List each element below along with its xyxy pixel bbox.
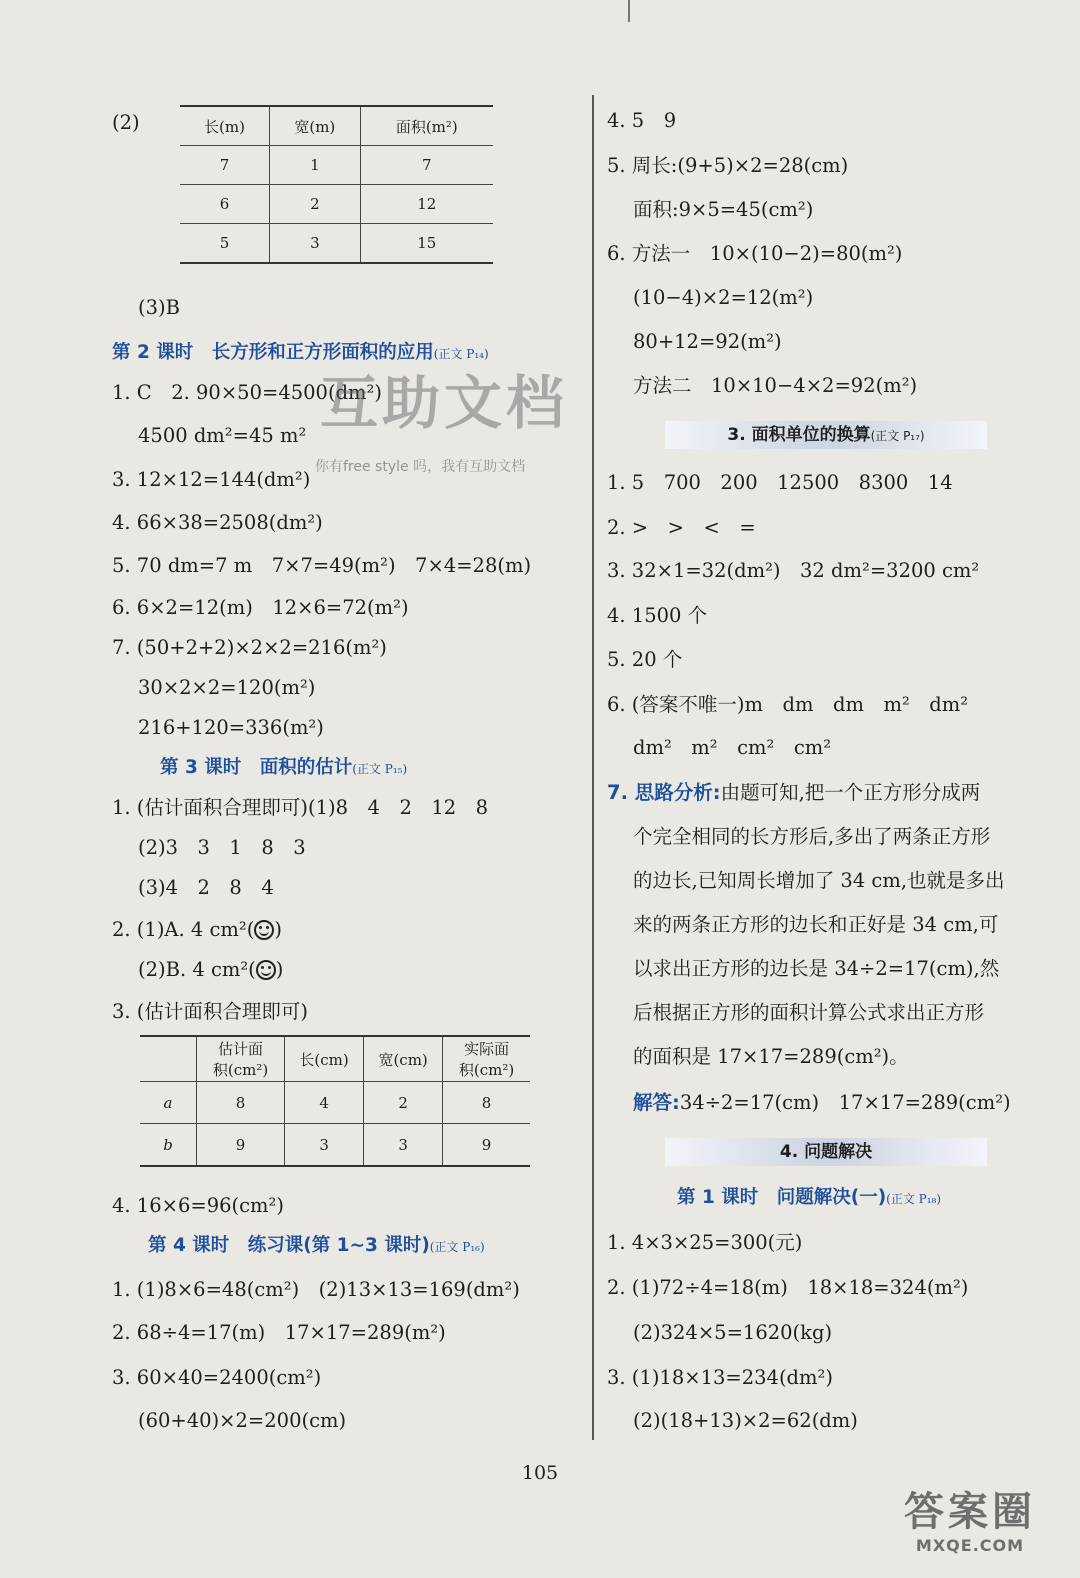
table-header: 宽(m)	[270, 106, 361, 146]
table-row	[140, 1082, 530, 1124]
close-paren: )	[274, 918, 282, 941]
answer-line: 5. 70 dm=7 m 7×7=49(m²) 7×4=28(m)	[112, 554, 532, 577]
answer-line: 1. 4×3×25=300(元)	[607, 1231, 803, 1254]
table-cell: 8	[443, 1082, 530, 1124]
analysis-text: 由题可知,把一个正方形分成两	[720, 781, 981, 804]
area-table-1	[180, 105, 493, 264]
answer-line: 2. (1)72÷4=18(m) 18×18=324(m²)	[607, 1276, 969, 1299]
answer-line-smiley-b	[112, 957, 283, 983]
table-cell: 15	[360, 224, 493, 264]
header-line: 估计面	[218, 1040, 264, 1058]
answer-line-smiley-a	[112, 917, 282, 943]
banner-text: 4. 问题解决	[779, 1142, 873, 1162]
table-cell: 3	[270, 224, 361, 264]
smiley-face-icon	[256, 960, 276, 980]
analysis-line	[607, 780, 980, 806]
table-cell: a	[140, 1082, 197, 1124]
answer-line: (10−4)×2=12(m²)	[633, 286, 814, 309]
solution-line	[607, 1090, 1011, 1116]
analysis-line: 的面积是 17×17=289(cm²)。	[633, 1045, 909, 1068]
answer-line: 面积:9×5=45(cm²)	[633, 198, 814, 221]
heading-text: 第 4 课时 练习课(第 1~3 课时)	[148, 1235, 430, 1256]
answer-line: (2)3 3 1 8 3	[138, 836, 306, 859]
analysis-line: 的边长,已知周长增加了 34 cm,也就是多出	[633, 869, 1005, 892]
heading-ref: (正文 P₁₅)	[352, 762, 408, 776]
table-cell: 9	[197, 1124, 285, 1167]
table-cell: 2	[270, 185, 361, 224]
q2-label: (2)	[112, 111, 140, 134]
table-cell: 3	[285, 1124, 364, 1167]
analysis-line: 个完全相同的长方形后,多出了两条正方形	[633, 825, 991, 848]
smiley-face-icon	[254, 920, 274, 940]
close-paren: )	[275, 958, 284, 981]
solution-text: 34÷2=17(cm) 17×17=289(cm²)	[679, 1091, 1011, 1114]
table-cell: 7	[360, 146, 493, 185]
table-cell: 6	[180, 185, 270, 224]
table-header-row	[180, 106, 493, 146]
answer-line: 4. 1500 个	[607, 604, 708, 627]
answer-line: 6. 方法一 10×(10−2)=80(m²)	[607, 242, 903, 265]
banner-ref: (正文 P₁₇)	[870, 429, 925, 443]
table-header-row	[140, 1036, 530, 1082]
table-row	[180, 185, 493, 224]
heading-text: 第 1 课时 问题解决(一)	[677, 1187, 887, 1208]
table-header-estimate	[197, 1036, 285, 1082]
answer-line: 1. (估计面积合理即可)(1)8 4 2 12 8	[112, 796, 489, 819]
answer-line: 4. 66×38=2508(dm²)	[112, 511, 323, 534]
table-cell: b	[140, 1124, 197, 1167]
answer-line: (3)B	[138, 296, 180, 319]
table-row	[140, 1124, 530, 1167]
section-banner-problem-solving	[665, 1138, 987, 1166]
answer-line: 5. 20 个	[607, 648, 683, 671]
answer-line: (3)4 2 8 4	[138, 876, 274, 899]
answer-line: 80+12=92(m²)	[633, 330, 782, 353]
answer-line: 方法二 10×10−4×2=92(m²)	[633, 374, 918, 397]
answer-line: 6. (答案不唯一)m dm dm m² dm²	[607, 693, 969, 716]
column-divider	[592, 95, 594, 1440]
section-heading-lesson-3	[160, 755, 407, 782]
answer-line: (60+40)×2=200(cm)	[138, 1409, 347, 1432]
table-cell: 8	[197, 1082, 285, 1124]
answer-line: 1. (1)8×6=48(cm²) (2)13×13=169(dm²)	[112, 1278, 520, 1301]
answer-line: 3. 32×1=32(dm²) 32 dm²=3200 cm²	[607, 559, 980, 582]
corner-logo	[880, 1488, 1060, 1568]
answer-line: 30×2×2=120(m²)	[138, 676, 316, 699]
answer-line: 1. 5 700 200 12500 8300 14	[607, 471, 953, 494]
answer-line: 3. (1)18×13=234(dm²)	[607, 1366, 833, 1389]
watermark-subtitle: 你有free style 吗，我有互助文档	[315, 459, 526, 475]
answer-line: 4. 16×6=96(cm²)	[112, 1194, 284, 1217]
answer-line: (2)324×5=1620(kg)	[633, 1321, 833, 1344]
analysis-label: 7. 思路分析:	[607, 781, 721, 804]
header-line: 积(cm²)	[212, 1061, 269, 1079]
answer-line: 2. 68÷4=17(m) 17×17=289(m²)	[112, 1321, 446, 1344]
answer-line: 4500 dm²=45 m²	[138, 424, 307, 447]
answer-line: 2. > > < =	[607, 516, 756, 539]
answer-text: (2)B. 4 cm²(	[138, 958, 256, 981]
answer-line: (2)(18+13)×2=62(dm)	[633, 1409, 858, 1432]
table-cell: 12	[360, 185, 493, 224]
header-line: 实际面	[464, 1040, 510, 1058]
answer-line: 1. C 2. 90×50=4500(dm²)	[112, 381, 382, 404]
table-cell: 5	[180, 224, 270, 264]
table-header: 面积(m²)	[360, 106, 493, 146]
analysis-line: 以求出正方形的边长是 34÷2=17(cm),然	[633, 957, 1000, 980]
answer-line: 4. 5 9	[607, 109, 677, 132]
analysis-line: 来的两条正方形的边长和正好是 34 cm,可	[633, 913, 999, 936]
page-number: 105	[521, 1462, 559, 1484]
table-header-actual	[443, 1036, 530, 1082]
answer-line: 3. 12×12=144(dm²)	[112, 468, 311, 491]
section-banner-unit-conversion	[665, 421, 987, 449]
corner-logo-url: MXQE.COM	[915, 1536, 1025, 1555]
heading-ref: (正文 P₁₈)	[886, 1192, 942, 1206]
table-header-length: 长(cm)	[285, 1036, 364, 1082]
answer-text: 2. (1)A. 4 cm²(	[112, 918, 255, 941]
header-line: 积(cm²)	[458, 1061, 515, 1079]
heading-ref: (正文 P₁₆)	[429, 1240, 485, 1254]
answer-line: 3. 60×40=2400(cm²)	[112, 1366, 322, 1389]
table-header-empty	[140, 1036, 197, 1082]
table-cell: 7	[180, 146, 270, 185]
answer-line: 5. 周长:(9+5)×2=28(cm)	[607, 154, 849, 177]
banner-text: 3. 面积单位的换算	[727, 425, 871, 445]
watermark-title: 互助文档	[320, 369, 569, 437]
table-cell: 9	[443, 1124, 530, 1167]
table-cell: 2	[364, 1082, 443, 1124]
answer-line: 3. (估计面积合理即可)	[112, 1000, 309, 1023]
solution-label: 解答:	[633, 1091, 680, 1114]
table-row	[180, 224, 493, 264]
answer-line: dm² m² cm² cm²	[633, 736, 832, 759]
table-row	[180, 146, 493, 185]
table-header: 长(m)	[204, 117, 245, 136]
section-heading-lesson-4	[148, 1233, 485, 1260]
analysis-line: 后根据正方形的面积计算公式求出正方形	[633, 1001, 985, 1024]
heading-text: 第 3 课时 面积的估计	[160, 757, 353, 778]
answer-line: 216+120=336(m²)	[138, 716, 324, 739]
table-cell: 1	[270, 146, 361, 185]
answer-line: 7. (50+2+2)×2×2=216(m²)	[112, 636, 387, 659]
area-estimate-table	[140, 1035, 530, 1167]
table-cell: 3	[364, 1124, 443, 1167]
section-heading-problem-1	[677, 1185, 941, 1212]
heading-text: 第 2 课时 长方形和正方形面积的应用	[112, 342, 434, 363]
table-header-width: 宽(cm)	[364, 1036, 443, 1082]
answer-line: 6. 6×2=12(m) 12×6=72(m²)	[112, 596, 409, 619]
corner-logo-text: 答案圈	[904, 1489, 1036, 1535]
top-crop-mark	[628, 0, 630, 22]
table-cell: 4	[285, 1082, 364, 1124]
heading-ref: (正文 P₁₄)	[433, 347, 489, 361]
